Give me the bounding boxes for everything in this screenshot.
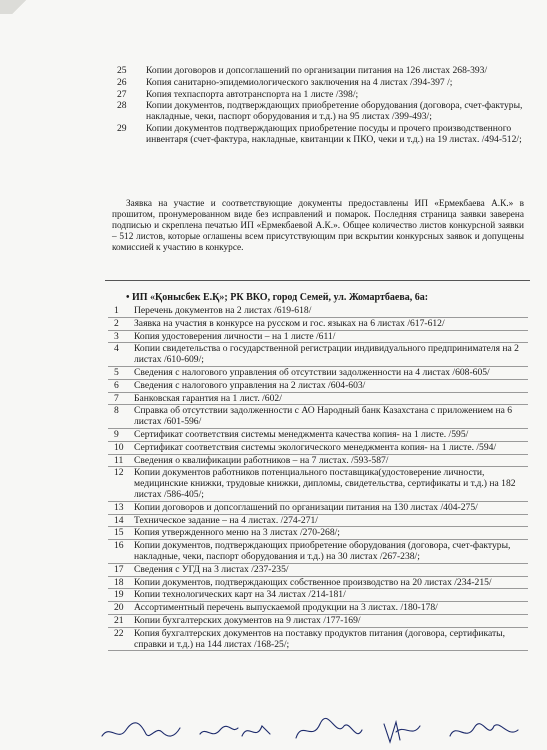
item-number: 12	[114, 467, 124, 479]
item-number: 21	[114, 614, 124, 626]
list-item	[108, 629, 528, 652]
signature-5	[450, 724, 518, 736]
item-text: Копия удостоверения личности – на 1 листе /611/	[134, 330, 336, 342]
item-number: 4	[114, 343, 119, 355]
list-item	[108, 78, 528, 89]
item-text: Копия техпаспорта автотранспорта на 1 листе /398/;	[146, 88, 359, 100]
item-text: Сертификат соответствия системы менеджмента качества копия- на 1 листе. /595/	[134, 428, 469, 440]
list-item	[108, 541, 528, 564]
list-item	[108, 101, 528, 123]
list-item	[108, 468, 528, 501]
item-text: Ассортиментный перечень выпускаемой продукции на 3 листах. /180-178/	[134, 602, 438, 614]
item-number: 3	[114, 330, 119, 342]
item-number: 5	[114, 366, 119, 378]
item-number: 7	[114, 392, 119, 404]
signature-3	[296, 718, 362, 738]
list-item	[108, 590, 528, 602]
item-text: Копия утвержденного меню на 3 листах /270-268/;	[134, 527, 340, 539]
list-item	[108, 368, 528, 380]
item-number: 13	[114, 501, 124, 513]
item-text: Заявка на участия в конкурсе на русском и гос. языках на 6 листах /617-612/	[134, 317, 445, 329]
list-item	[108, 565, 528, 577]
item-text: Справка об отсутствии задолженности с АО Народный банк Казахстана с приложением на 6 листах /601-596/	[134, 405, 513, 428]
item-text: Сведения с налогового управления об отсутствии задолженности на 4 листах /608-605/	[134, 366, 490, 378]
list-item	[108, 456, 528, 468]
summary-paragraph: Заявка на участие и соответствующие документы предоставлены ИП «Ермекбаева А.К.» в прошитом, пронумерованном виде без исправлений и помарок. Последняя страница заявки заверена подписью и скреплена печатью ИП «Ермекбаевой А.К.». Общее количество листов конкурсной заявки – 512 листов, которые оглашены всем присутствующим при вскрытии конкурсных заявок и допущены комиссией к участию в конкурсе.	[112, 199, 524, 253]
item-text: Копии бухгалтерских документов на 9 листах /177-169/	[134, 614, 361, 626]
item-number: 28	[117, 100, 127, 112]
item-number: 25	[117, 65, 127, 76]
document-list-bottom	[108, 306, 528, 652]
item-text: Сведения с налогового управления на 2 листах /604-603/	[134, 379, 366, 391]
item-number: 15	[114, 527, 124, 539]
item-text: Копии документов подтверждающих приобретение посуды и прочего производственного инвентаря (счет-фактура, накладные, квитанции к ПКО, чеки и т.д.) на 19 листах. /494-512/;	[146, 122, 522, 145]
signatures	[100, 712, 540, 748]
list-item	[108, 578, 528, 590]
page-fold	[0, 0, 38, 14]
list-item	[108, 430, 528, 442]
item-text: Копии свидетельства о государственной регистрации индивидуального предпринимателя на 2 листах /610-609/;	[134, 343, 519, 366]
item-number: 10	[114, 441, 124, 453]
item-number: 1	[114, 305, 119, 316]
list-item	[108, 66, 528, 77]
signature-4	[384, 722, 420, 742]
list-item	[108, 319, 528, 331]
item-text: Сведения о квалификации работников – на 7 листах. /593-587/	[134, 454, 389, 466]
list-item	[108, 394, 528, 406]
item-number: 6	[114, 379, 119, 391]
list-item	[108, 443, 528, 455]
item-text: Копии документов работников потенциального поставщика(удостоверение личности, медицинские книжки, трудовые книжки, дипломы, свидетельства, сертификаты и т.д.) на 182 листах /586-405/;	[134, 467, 516, 500]
list-item	[108, 90, 528, 101]
item-text: Сведения с УГД на 3 листах /237-235/	[134, 563, 289, 575]
list-item	[108, 406, 528, 429]
item-number: 20	[114, 602, 124, 614]
item-text: Техническое задание – на 4 листах. /274-271/	[134, 514, 318, 526]
item-text: Копии договоров и допсоглашений по организации питания на 126 листах 268-393/	[146, 65, 488, 76]
list-item	[108, 616, 528, 628]
list-item	[108, 603, 528, 615]
list-item	[108, 306, 528, 318]
item-number: 14	[114, 514, 124, 526]
list-item	[108, 503, 528, 515]
item-text: Копии технологических карт на 34 листах /214-181/	[134, 589, 346, 601]
list-item	[108, 332, 528, 344]
item-text: Перечень документов на 2 листах /619-618/	[134, 305, 312, 316]
item-number: 2	[114, 317, 119, 329]
item-number: 9	[114, 428, 119, 440]
list-item	[108, 516, 528, 528]
item-text: Копия санитарно-эпидемиологического заключения на 4 листах /394-397 /;	[146, 76, 453, 88]
signature-1	[102, 723, 180, 736]
supplier-heading: • ИП «Қонысбек Е.Қ»; РК ВКО, город Семей, ул. Жомартбаева, 6а:	[126, 292, 429, 303]
item-text: Копии документов, подтверждающих собственное производство на 20 листах /234-215/	[134, 576, 492, 588]
item-number: 29	[117, 122, 127, 134]
list-item	[108, 344, 528, 367]
item-number: 22	[114, 627, 124, 639]
item-text: Банковская гарантия на 1 лист. /602/	[134, 392, 282, 404]
item-number: 26	[117, 76, 127, 88]
item-text: Копии договоров и допсоглашений по организации питания на 130 листах /404-275/	[134, 501, 478, 513]
item-text: Копии документов, подтверждающих приобретение оборудования (договора, счет-фактуры, накладные, чеки, паспорт оборудования и т.д.) на 95 листах /399-493/;	[146, 100, 523, 123]
item-text: Копия бухгалтерских документов на поставку продуктов питания (договора, сертификаты, справки и т.д.) на 144 листах /168-25/;	[134, 627, 506, 650]
section-divider	[105, 280, 530, 281]
item-number: 27	[117, 88, 127, 100]
document-list-top	[108, 66, 528, 147]
item-number: 16	[114, 540, 124, 552]
item-number: 17	[114, 563, 124, 575]
signature-2	[200, 726, 270, 736]
item-number: 8	[114, 405, 119, 417]
list-item	[108, 381, 528, 393]
item-text: Копии документов, подтверждающих приобретение оборудования (договора, счет-фактуры, накладные, чеки, паспорт оборудования и т.д.) на 30 листах /267-238/;	[134, 540, 511, 562]
list-item	[108, 124, 528, 146]
item-number: 18	[114, 576, 124, 588]
list-item	[108, 528, 528, 540]
item-text: Сертификат соответствия системы экологического менеджмента копия- на 1 листе. /594/	[134, 441, 497, 453]
item-number: 19	[114, 589, 124, 601]
item-number: 11	[114, 454, 124, 466]
